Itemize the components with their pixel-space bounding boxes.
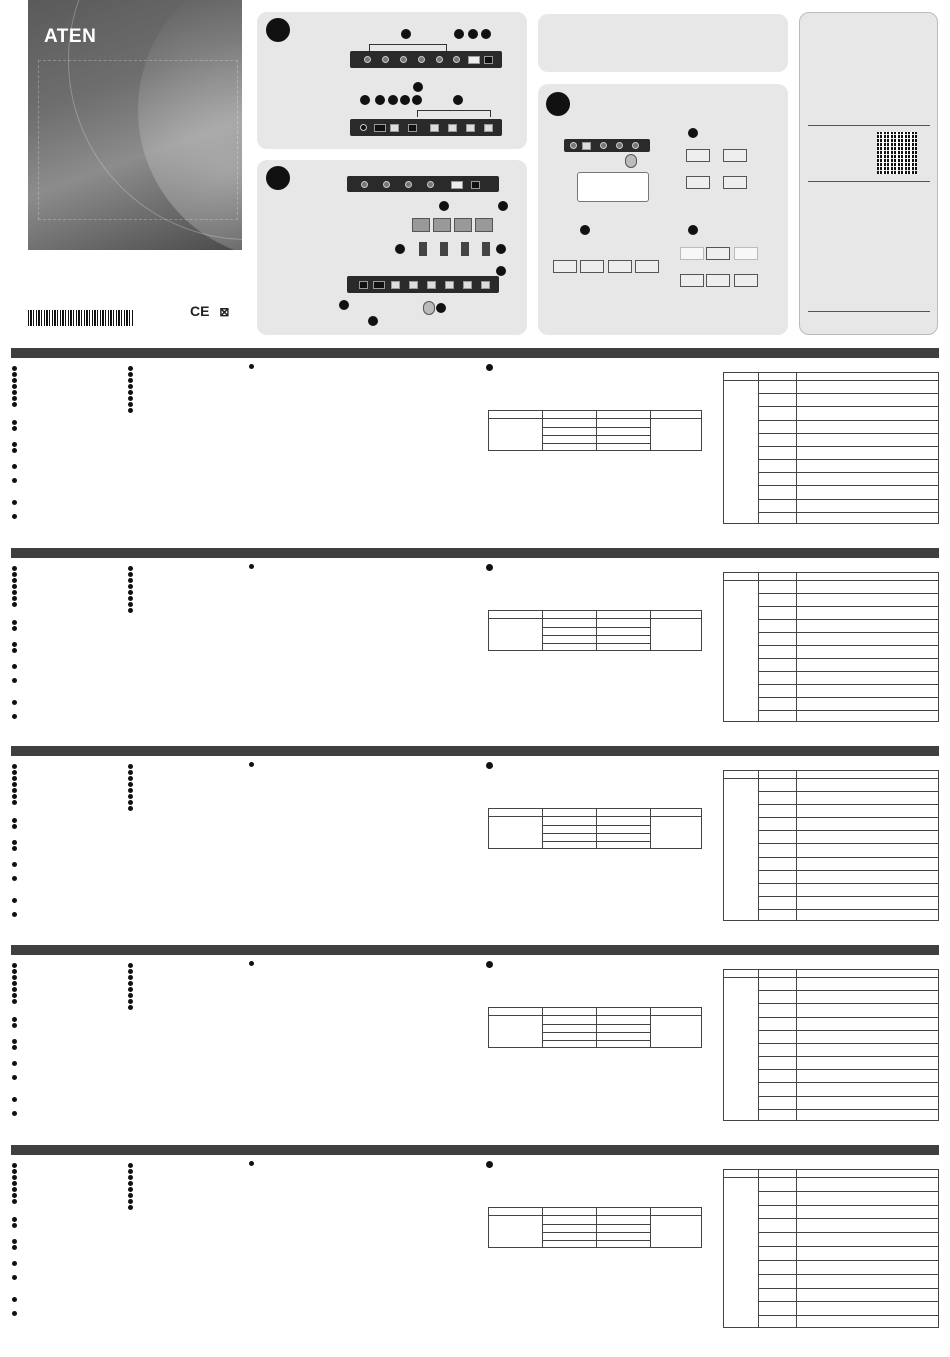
table-line: [758, 472, 938, 473]
table-line: [758, 697, 938, 698]
table-line: [758, 1017, 938, 1018]
table-line: [758, 1246, 938, 1247]
support-panel: [799, 12, 938, 335]
bullet-marker: [128, 384, 133, 389]
bullet-marker: [128, 596, 133, 601]
table-line: [542, 1024, 650, 1025]
table-line: [489, 816, 701, 817]
bullet-marker: [12, 1245, 17, 1250]
table-line: [542, 825, 650, 826]
cover-panel: [28, 0, 242, 250]
bullet-marker: [12, 818, 17, 823]
table-line: [724, 778, 938, 779]
specifications-table: [723, 572, 939, 722]
table-line: [758, 446, 938, 447]
bullet-marker: [12, 566, 17, 571]
bullet-marker: [12, 969, 17, 974]
section-marker: [486, 564, 493, 571]
bullet-marker: [12, 898, 17, 903]
table-line: [542, 1032, 650, 1033]
bullet-marker: [128, 608, 133, 613]
bullet-marker: [12, 1169, 17, 1174]
bullet-marker: [128, 1181, 133, 1186]
bullet-marker: [12, 390, 17, 395]
table-line: [758, 1069, 938, 1070]
bullet-marker: [12, 420, 17, 425]
table-line: [758, 1003, 938, 1004]
callout-box: [577, 172, 649, 202]
bullet-marker: [12, 1275, 17, 1280]
mouse-icon-operation: [625, 154, 637, 168]
barcode: [28, 310, 134, 326]
table-line: [596, 611, 597, 650]
table-line: [758, 804, 938, 805]
bullet-marker: [128, 776, 133, 781]
bullet-marker: [12, 478, 17, 483]
table-line: [758, 393, 938, 394]
bullet-marker: [12, 1187, 17, 1192]
bullet-marker: [12, 514, 17, 519]
table-line: [758, 1205, 938, 1206]
table-line: [758, 632, 938, 633]
bullet-marker: [12, 1217, 17, 1222]
bullet-marker: [12, 626, 17, 631]
table-line: [650, 1208, 651, 1247]
table-line: [758, 1218, 938, 1219]
bullet-marker: [12, 999, 17, 1004]
table-line: [796, 573, 797, 721]
table-line: [650, 411, 651, 450]
compatibility-table: [488, 410, 702, 451]
bullet-marker: [128, 806, 133, 811]
table-line: [758, 843, 938, 844]
table-line: [758, 857, 938, 858]
table-line: [758, 1315, 938, 1316]
bullet-marker: [128, 372, 133, 377]
bullet-marker: [12, 578, 17, 583]
bullet-marker: [12, 876, 17, 881]
specifications-table: [723, 770, 939, 921]
bullet-marker: [12, 1239, 17, 1244]
bullet-marker: [12, 912, 17, 917]
bullet-marker: [128, 602, 133, 607]
bullet-marker: [128, 794, 133, 799]
table-line: [758, 606, 938, 607]
bullet-marker: [128, 987, 133, 992]
bullet-marker: [128, 782, 133, 787]
table-line: [758, 373, 759, 523]
bullet-marker: [12, 378, 17, 383]
table-line: [542, 611, 543, 650]
bullet-marker: [128, 981, 133, 986]
table-line: [758, 970, 759, 1120]
bullet-marker: [12, 788, 17, 793]
bullet-marker: [128, 764, 133, 769]
table-line: [542, 435, 650, 436]
table-line: [650, 809, 651, 848]
table-line: [542, 443, 650, 444]
bullet-marker: [128, 1205, 133, 1210]
bullet-marker: [12, 442, 17, 447]
section-header-bar: [11, 746, 939, 756]
bullet-marker: [12, 800, 17, 805]
table-line: [489, 418, 701, 419]
bullet-marker: [12, 1311, 17, 1316]
bullet-marker: [12, 1075, 17, 1080]
section-header-bar: [11, 348, 939, 358]
bullet-marker: [12, 700, 17, 705]
bullet-marker: [12, 1097, 17, 1102]
table-line: [489, 1215, 701, 1216]
bullet-marker: [128, 1005, 133, 1010]
aten-logo: ATEN: [44, 26, 97, 47]
bullet-marker: [12, 1017, 17, 1022]
table-line: [758, 593, 938, 594]
bullet-marker: [12, 776, 17, 781]
table-line: [758, 896, 938, 897]
operation-panel: [538, 84, 788, 335]
table-line: [542, 1040, 650, 1041]
bullet-marker: [12, 426, 17, 431]
bullet-marker: [128, 975, 133, 980]
bullet-marker: [12, 993, 17, 998]
bullet-marker: [128, 378, 133, 383]
section-header-bar: [11, 945, 939, 955]
bullet-marker: [12, 596, 17, 601]
bullet-marker: [12, 1175, 17, 1180]
hardware-review-panel: [257, 12, 527, 149]
bullet-marker: [12, 862, 17, 867]
table-line: [758, 420, 938, 421]
table-line: [758, 1030, 938, 1031]
bullet-marker: [12, 846, 17, 851]
compatibility-table: [488, 1207, 702, 1248]
table-line: [596, 1008, 597, 1047]
qr-code: [877, 132, 917, 174]
specifications-table: [723, 969, 939, 1121]
bullet-marker: [128, 390, 133, 395]
bullet-marker: [128, 788, 133, 793]
bullet-marker: [12, 500, 17, 505]
bullet-marker: [12, 464, 17, 469]
table-line: [758, 1288, 938, 1289]
table-line: [758, 1109, 938, 1110]
table-line: [542, 1232, 650, 1233]
table-line: [758, 433, 938, 434]
table-line: [758, 1191, 938, 1192]
bullet-marker: [128, 993, 133, 998]
bullet-marker: [12, 648, 17, 653]
table-line: [724, 1177, 938, 1178]
table-line: [758, 1096, 938, 1097]
front-callout-bracket: [369, 44, 447, 51]
compatibility-table: [488, 1007, 702, 1048]
table-line: [758, 990, 938, 991]
rear-view-device: [350, 119, 502, 136]
table-line: [758, 499, 938, 500]
table-line: [758, 459, 938, 460]
table-line: [542, 635, 650, 636]
table-line: [758, 791, 938, 792]
table-line: [596, 411, 597, 450]
mouse-icon: [423, 301, 435, 315]
table-line: [542, 411, 543, 450]
table-line: [758, 1274, 938, 1275]
table-line: [596, 1208, 597, 1247]
bullet-marker: [249, 1161, 254, 1166]
bullet-marker: [128, 578, 133, 583]
table-line: [542, 809, 543, 848]
table-line: [758, 830, 938, 831]
table-line: [758, 619, 938, 620]
table-line: [542, 841, 650, 842]
bullet-marker: [128, 366, 133, 371]
table-line: [489, 618, 701, 619]
bullet-marker: [128, 1187, 133, 1192]
install-front-device: [347, 176, 499, 192]
bullet-marker: [128, 1199, 133, 1204]
table-line: [796, 970, 797, 1120]
bullet-marker: [12, 584, 17, 589]
section-marker: [486, 762, 493, 769]
table-line: [758, 684, 938, 685]
bullet-marker: [12, 366, 17, 371]
bullet-marker: [12, 1023, 17, 1028]
bullet-marker: [128, 1169, 133, 1174]
table-line: [542, 627, 650, 628]
table-line: [542, 643, 650, 644]
table-line: [724, 380, 938, 381]
bullet-marker: [12, 602, 17, 607]
table-line: [489, 1015, 701, 1016]
bullet-marker: [12, 987, 17, 992]
bullet-marker: [128, 572, 133, 577]
bullet-marker: [12, 396, 17, 401]
bullet-marker: [249, 564, 254, 569]
bullet-marker: [12, 402, 17, 407]
operation-device: [564, 139, 650, 152]
bullet-marker: [12, 782, 17, 787]
table-line: [796, 1170, 797, 1327]
bullet-marker: [128, 999, 133, 1004]
table-line: [724, 580, 938, 581]
bullet-marker: [12, 1297, 17, 1302]
table-line: [758, 771, 759, 920]
table-line: [758, 406, 938, 407]
bullet-marker: [12, 1181, 17, 1186]
bullet-marker: [12, 664, 17, 669]
table-line: [758, 1232, 938, 1233]
bullet-marker: [12, 1261, 17, 1266]
compatibility-table: [488, 808, 702, 849]
ce-mark: CE: [190, 303, 210, 319]
bullet-marker: [128, 396, 133, 401]
specifications-table: [723, 1169, 939, 1328]
front-view-device: [350, 51, 502, 68]
bullet-marker: [128, 1163, 133, 1168]
bullet-marker: [12, 1111, 17, 1116]
table-line: [758, 883, 938, 884]
table-line: [758, 512, 938, 513]
bullet-marker: [12, 678, 17, 683]
bullet-marker: [12, 1223, 17, 1228]
table-line: [758, 1056, 938, 1057]
table-line: [542, 1008, 543, 1047]
section-marker: [486, 961, 493, 968]
bullet-marker: [12, 975, 17, 980]
table-line: [542, 1240, 650, 1241]
table-line: [796, 771, 797, 920]
table-line: [758, 671, 938, 672]
table-line: [758, 1082, 938, 1083]
bullet-marker: [128, 408, 133, 413]
table-line: [758, 1170, 759, 1327]
table-line: [758, 485, 938, 486]
bullet-marker: [12, 572, 17, 577]
table-line: [650, 1008, 651, 1047]
step-b-marker: [266, 166, 290, 190]
bullet-marker: [12, 840, 17, 845]
step-d-marker: [546, 92, 570, 116]
bullet-marker: [128, 584, 133, 589]
table-line: [542, 1224, 650, 1225]
compliance-marks: [190, 303, 229, 319]
table-line: [542, 1208, 543, 1247]
table-line: [758, 573, 759, 721]
section-marker: [486, 1161, 493, 1168]
section-header-bar: [11, 548, 939, 558]
bullet-marker: [12, 770, 17, 775]
bullet-marker: [249, 961, 254, 966]
bullet-marker: [128, 969, 133, 974]
step-a-marker: [266, 18, 290, 42]
bullet-marker: [12, 714, 17, 719]
bullet-marker: [128, 1175, 133, 1180]
cover-frame: [38, 60, 238, 220]
bullet-marker: [12, 824, 17, 829]
bullet-marker: [12, 1163, 17, 1168]
bullet-marker: [12, 1193, 17, 1198]
installation-panel: [257, 160, 527, 335]
table-line: [758, 1301, 938, 1302]
table-line: [758, 645, 938, 646]
note-panel: [538, 14, 788, 72]
bullet-marker: [12, 794, 17, 799]
bullet-marker: [12, 642, 17, 647]
bullet-marker: [12, 372, 17, 377]
bullet-marker: [12, 1061, 17, 1066]
bullet-marker: [249, 762, 254, 767]
table-line: [650, 611, 651, 650]
table-line: [542, 833, 650, 834]
bullet-marker: [128, 1193, 133, 1198]
table-line: [724, 977, 938, 978]
bullet-marker: [12, 1039, 17, 1044]
table-line: [758, 1043, 938, 1044]
specifications-table: [723, 372, 939, 524]
bullet-marker: [128, 963, 133, 968]
bullet-marker: [128, 800, 133, 805]
bullet-marker: [12, 1199, 17, 1204]
table-line: [758, 710, 938, 711]
table-line: [596, 809, 597, 848]
bullet-marker: [128, 590, 133, 595]
section-marker: [486, 364, 493, 371]
compatibility-table: [488, 610, 702, 651]
bullet-marker: [12, 448, 17, 453]
bullet-marker: [12, 1045, 17, 1050]
table-line: [758, 870, 938, 871]
table-line: [542, 427, 650, 428]
bullet-marker: [12, 963, 17, 968]
table-line: [796, 373, 797, 523]
bullet-marker: [12, 764, 17, 769]
weee-bin-icon: ⊠: [219, 305, 230, 319]
bullet-marker: [249, 364, 254, 369]
table-line: [758, 817, 938, 818]
install-rear-device: [347, 276, 499, 293]
bullet-marker: [128, 566, 133, 571]
bullet-marker: [12, 620, 17, 625]
bullet-marker: [128, 402, 133, 407]
section-header-bar: [11, 1145, 939, 1155]
table-line: [758, 909, 938, 910]
bullet-marker: [12, 981, 17, 986]
bullet-marker: [12, 384, 17, 389]
table-line: [758, 1260, 938, 1261]
bullet-marker: [12, 590, 17, 595]
bullet-marker: [128, 770, 133, 775]
table-line: [758, 658, 938, 659]
